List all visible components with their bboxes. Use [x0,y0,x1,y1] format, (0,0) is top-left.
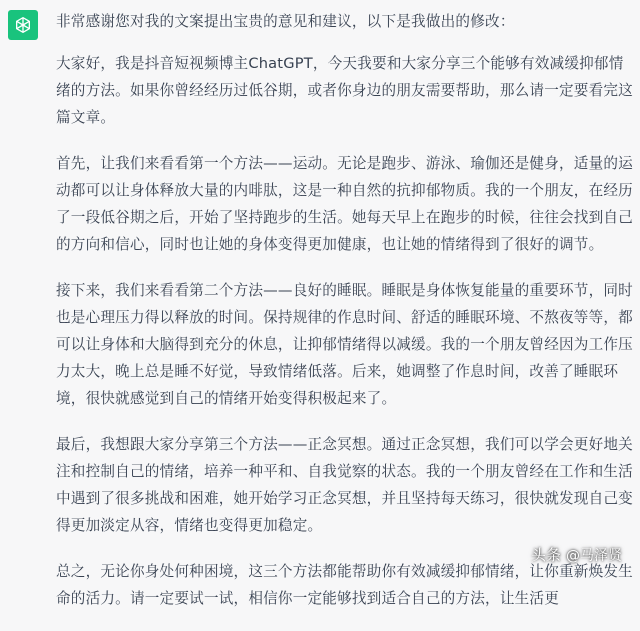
openai-logo-icon [13,15,33,35]
watermark-author: @马泽贤 [566,547,622,564]
watermark-platform: 头条 [530,546,561,564]
message-paragraph-5: 总之，无论你身处何种困境，这三个方法都能帮助你有效减缓抑郁情绪，让你重新焕发生命的活力。请一定要试一试，相信你一定能够找到适合自己的方法，让生活更 [56,563,633,607]
watermark [531,544,622,565]
message-paragraph-3: 接下来，我们来看看第二个方法——良好的睡眠。睡眠是身体恢复能量的重要环节，同时也是心理压力得以释放的时间。保持规律的作息时间、舒适的睡眠环境、不熬夜等等，都可以让身体和大脑得到充分的休息，让抑郁情绪得以减缓。我的一个朋友曾经因为工作压力太大，晚上总是睡不好觉，导致情绪低落。后来，她调整了作息时间，改善了睡眠环境，很快就感觉到自己的情绪开始变得积极起来了。 [56,282,633,407]
message-paragraph-1: 大家好，我是抖音短视频博主ChatGPT，今天我要和大家分享三个能够有效减缓抑郁情绪的方法。如果你曾经经历过低谷期，或者你身边的朋友需要帮助，那么请一定要看完这篇文章。 [56,55,633,126]
message-paragraph-4: 最后，我想跟大家分享第三个方法——正念冥想。通过正念冥想，我们可以学会更好地关注和控制自己的情绪，培养一种平和、自我觉察的状态。我的一个朋友曾经在工作和生活中遇到了很多挑战和困难，她开始学习正念冥想，并且坚持每天练习，很快就发现自己变得更加淡定从容，情绪也变得更加稳定。 [56,436,633,534]
assistant-avatar [8,10,38,40]
message-intro: 非常感谢您对我的文案提出宝贵的意见和建议，以下是我做出的修改： [56,13,515,30]
message-paragraph-2: 首先，让我们来看看第一个方法——运动。无论是跑步、游泳、瑜伽还是健身，适量的运动都可以让身体释放大量的内啡肽，这是一种自然的抗抑郁物质。我的一个朋友，在经历了一段低谷期之后，开始了坚持跑步的生活。她每天早上在跑步的时候，往往会找到自己的方向和信心，同时也让她的身体变得更加健康，也让她的情绪得到了很好的调节。 [56,155,633,253]
message-content [56,8,636,631]
